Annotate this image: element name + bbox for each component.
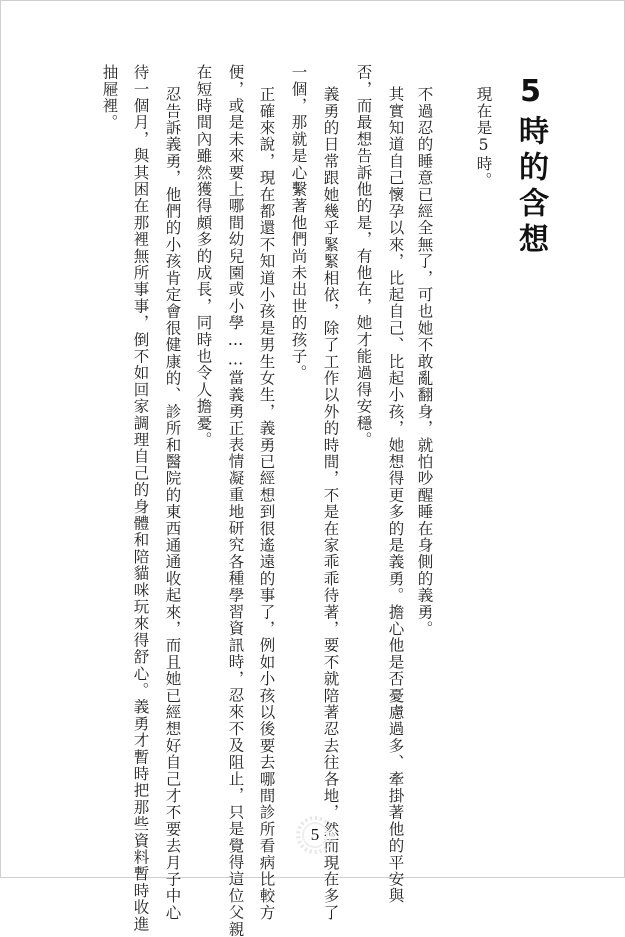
text-column-11: 待一個月，與其困在那裡無所事事，倒不如回家調理自己的身體和陪貓咪玩來得舒心。義勇才暫時把那些資料暫時收進 [131,64,150,933]
chapter-title: 5時的含想 [513,74,548,259]
text-column-4: 否，而最想告訴他的是，有他在，她才能過得安穩。 [354,64,373,449]
text-column-7: 正確來說，現在都還不知道小孩是男生女生，義勇已經想到很遙遠的事了，例如小孩以後要去哪間診所看病比較方 [257,86,276,921]
text-column-1: 現在是5時。 [474,86,493,189]
page-number: 5 [310,825,320,844]
text-column-3: 其實知道自己懷孕以來，比起自己、比起小孩，她想得更多的是義勇。擔心他是否憂慮過多、牽掛著他的平安與 [386,86,405,905]
text-column-9: 在短時間內雖然獲得頗多的成長，同時也令人擔憂。 [194,64,213,449]
text-column-8: 便，或是未來要上哪間幼兒園或小學……當義勇正表情凝重地研究各種學習資訊時，忍來不及阻止，只是覺得這位父親 [226,64,245,937]
text-column-5: 義勇的日常跟她幾乎緊緊相依，除了工作以外的時間，不是在家乖乖待著，要不就陪著忍去往各地，然而現在多了 [321,86,340,921]
text-column-10: 忍告訴義勇，他們的小孩肯定會很健康的、診所和醫院的東西通通收起來，而且她已經想好自己才不要去月子中心 [163,86,182,921]
text-column-2: 不過忍的睡意已經全無了，可也她不敢亂翻身，就怕吵醒睡在身側的義勇。 [415,86,434,638]
page-number-badge [292,812,338,858]
text-column-6: 一個，那就是心繫著他們尚未出世的孩子。 [289,64,308,382]
text-column-12: 抽屜裡。 [100,64,119,131]
